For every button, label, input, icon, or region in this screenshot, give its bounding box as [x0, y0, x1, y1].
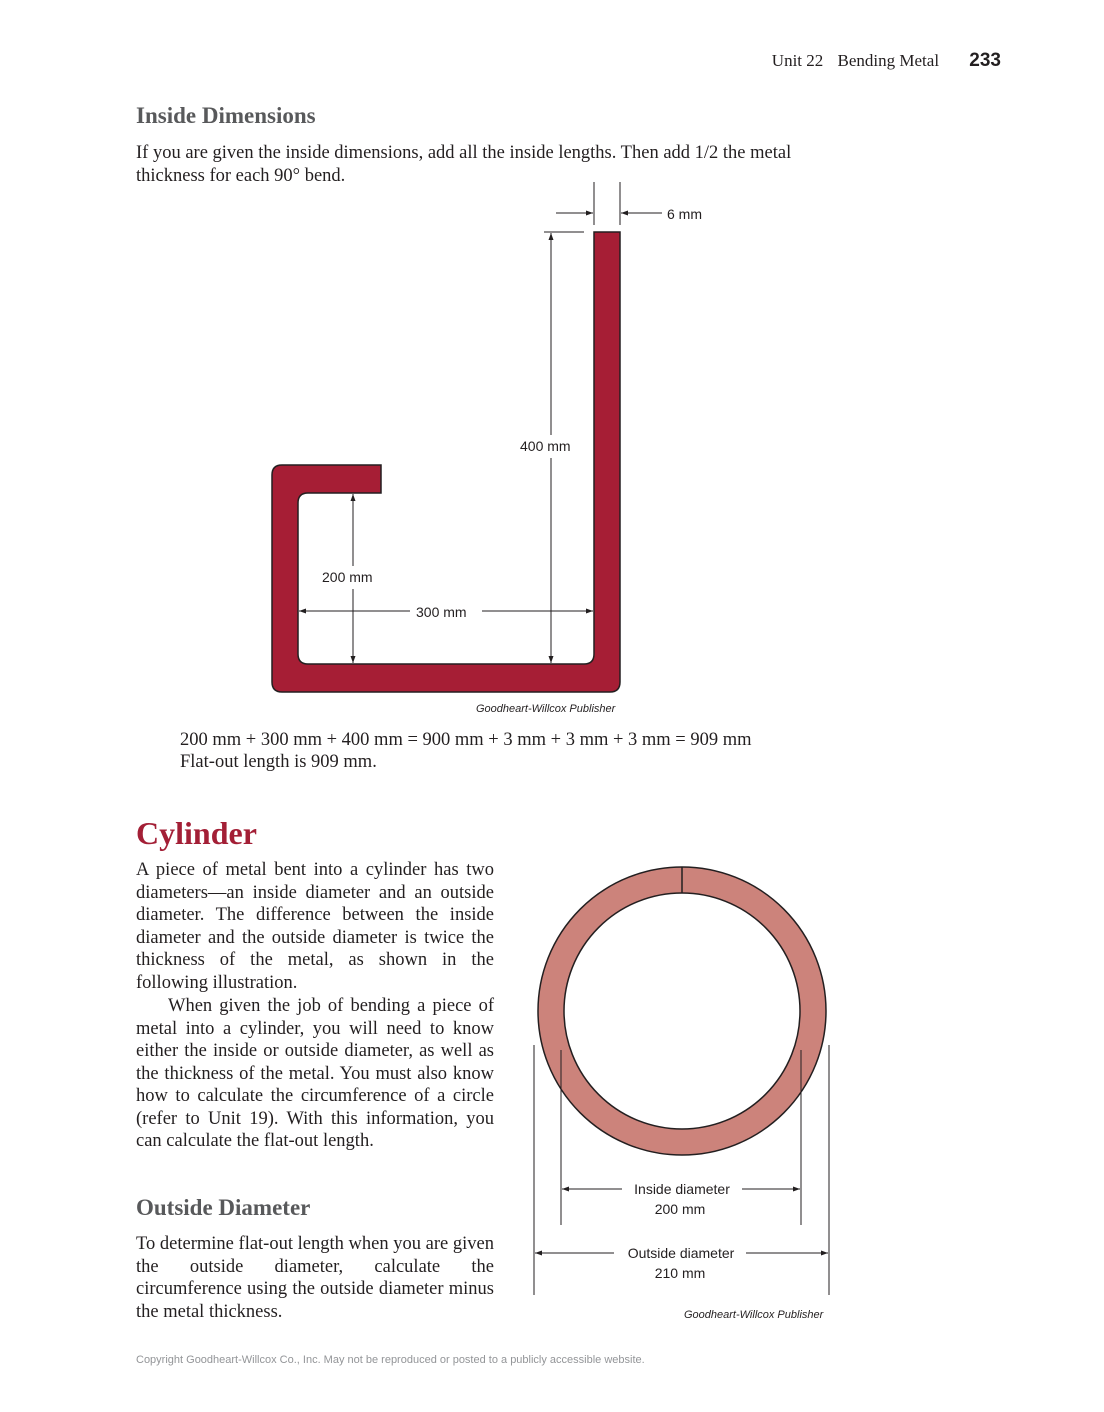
- flange-label: 200 mm: [322, 569, 373, 585]
- height-label: 400 mm: [520, 438, 571, 454]
- cylinder-paragraph-1: A piece of metal bent into a cylinder has two diameters—an inside diameter and an outside diameter. The difference between the inside diameter and the outside diameter is twice the thickness of the metal, as shown in the following illustration.: [136, 860, 494, 993]
- unit-number: Unit 22: [771, 51, 824, 70]
- inside-dimensions-text: If you are given the inside dimensions, add all the inside lengths. Then add 1/2 the metal thickness for each 90° bend.: [136, 143, 792, 186]
- inside-diameter-label: Inside diameter: [634, 1181, 730, 1197]
- outside-diameter-text: To determine flat-out length when you are given the outside diameter, calculate the circumference using the outside diameter minus the metal thickness.: [136, 1234, 494, 1322]
- cylinder-figure-credit: Goodheart-Willcox Publisher: [684, 1309, 824, 1321]
- cylinder-heading: Cylinder: [136, 815, 257, 851]
- flat-out-result: Flat-out length is 909 mm.: [180, 752, 377, 772]
- inside-diameter-value: 200 mm: [654, 1201, 706, 1217]
- cylinder-ring: [551, 880, 813, 1142]
- thickness-label: 6 mm: [667, 206, 702, 222]
- cylinder-paragraph-2: When given the job of bending a piece of metal into a cylinder, you will need to know either the inside or outside diameter, as well as the thickness of the metal. You must also know how to calculate the circumference of a circle (refer to Unit 19). With this information, you can calculate the flat-out length.: [136, 996, 494, 1151]
- copyright-footer: Copyright Goodheart-Willcox Co., Inc. May not be reproduced or posted to a publicly accessible website.: [136, 1354, 645, 1366]
- outside-diameter-value: 210 mm: [654, 1265, 706, 1281]
- figure-credit: Goodheart-Willcox Publisher: [476, 703, 616, 715]
- inside-dimensions-heading: Inside Dimensions: [136, 103, 316, 128]
- outside-diameter-heading: Outside Diameter: [136, 1195, 311, 1220]
- unit-title: Bending Metal: [837, 51, 940, 70]
- page-number: 233: [969, 50, 1001, 71]
- outside-diameter-label: Outside diameter: [627, 1245, 735, 1261]
- calculation-line: 200 mm + 300 mm + 400 mm = 900 mm + 3 mm + 3 mm + 3 mm = 909 mm: [180, 730, 752, 750]
- width-label: 300 mm: [416, 604, 467, 620]
